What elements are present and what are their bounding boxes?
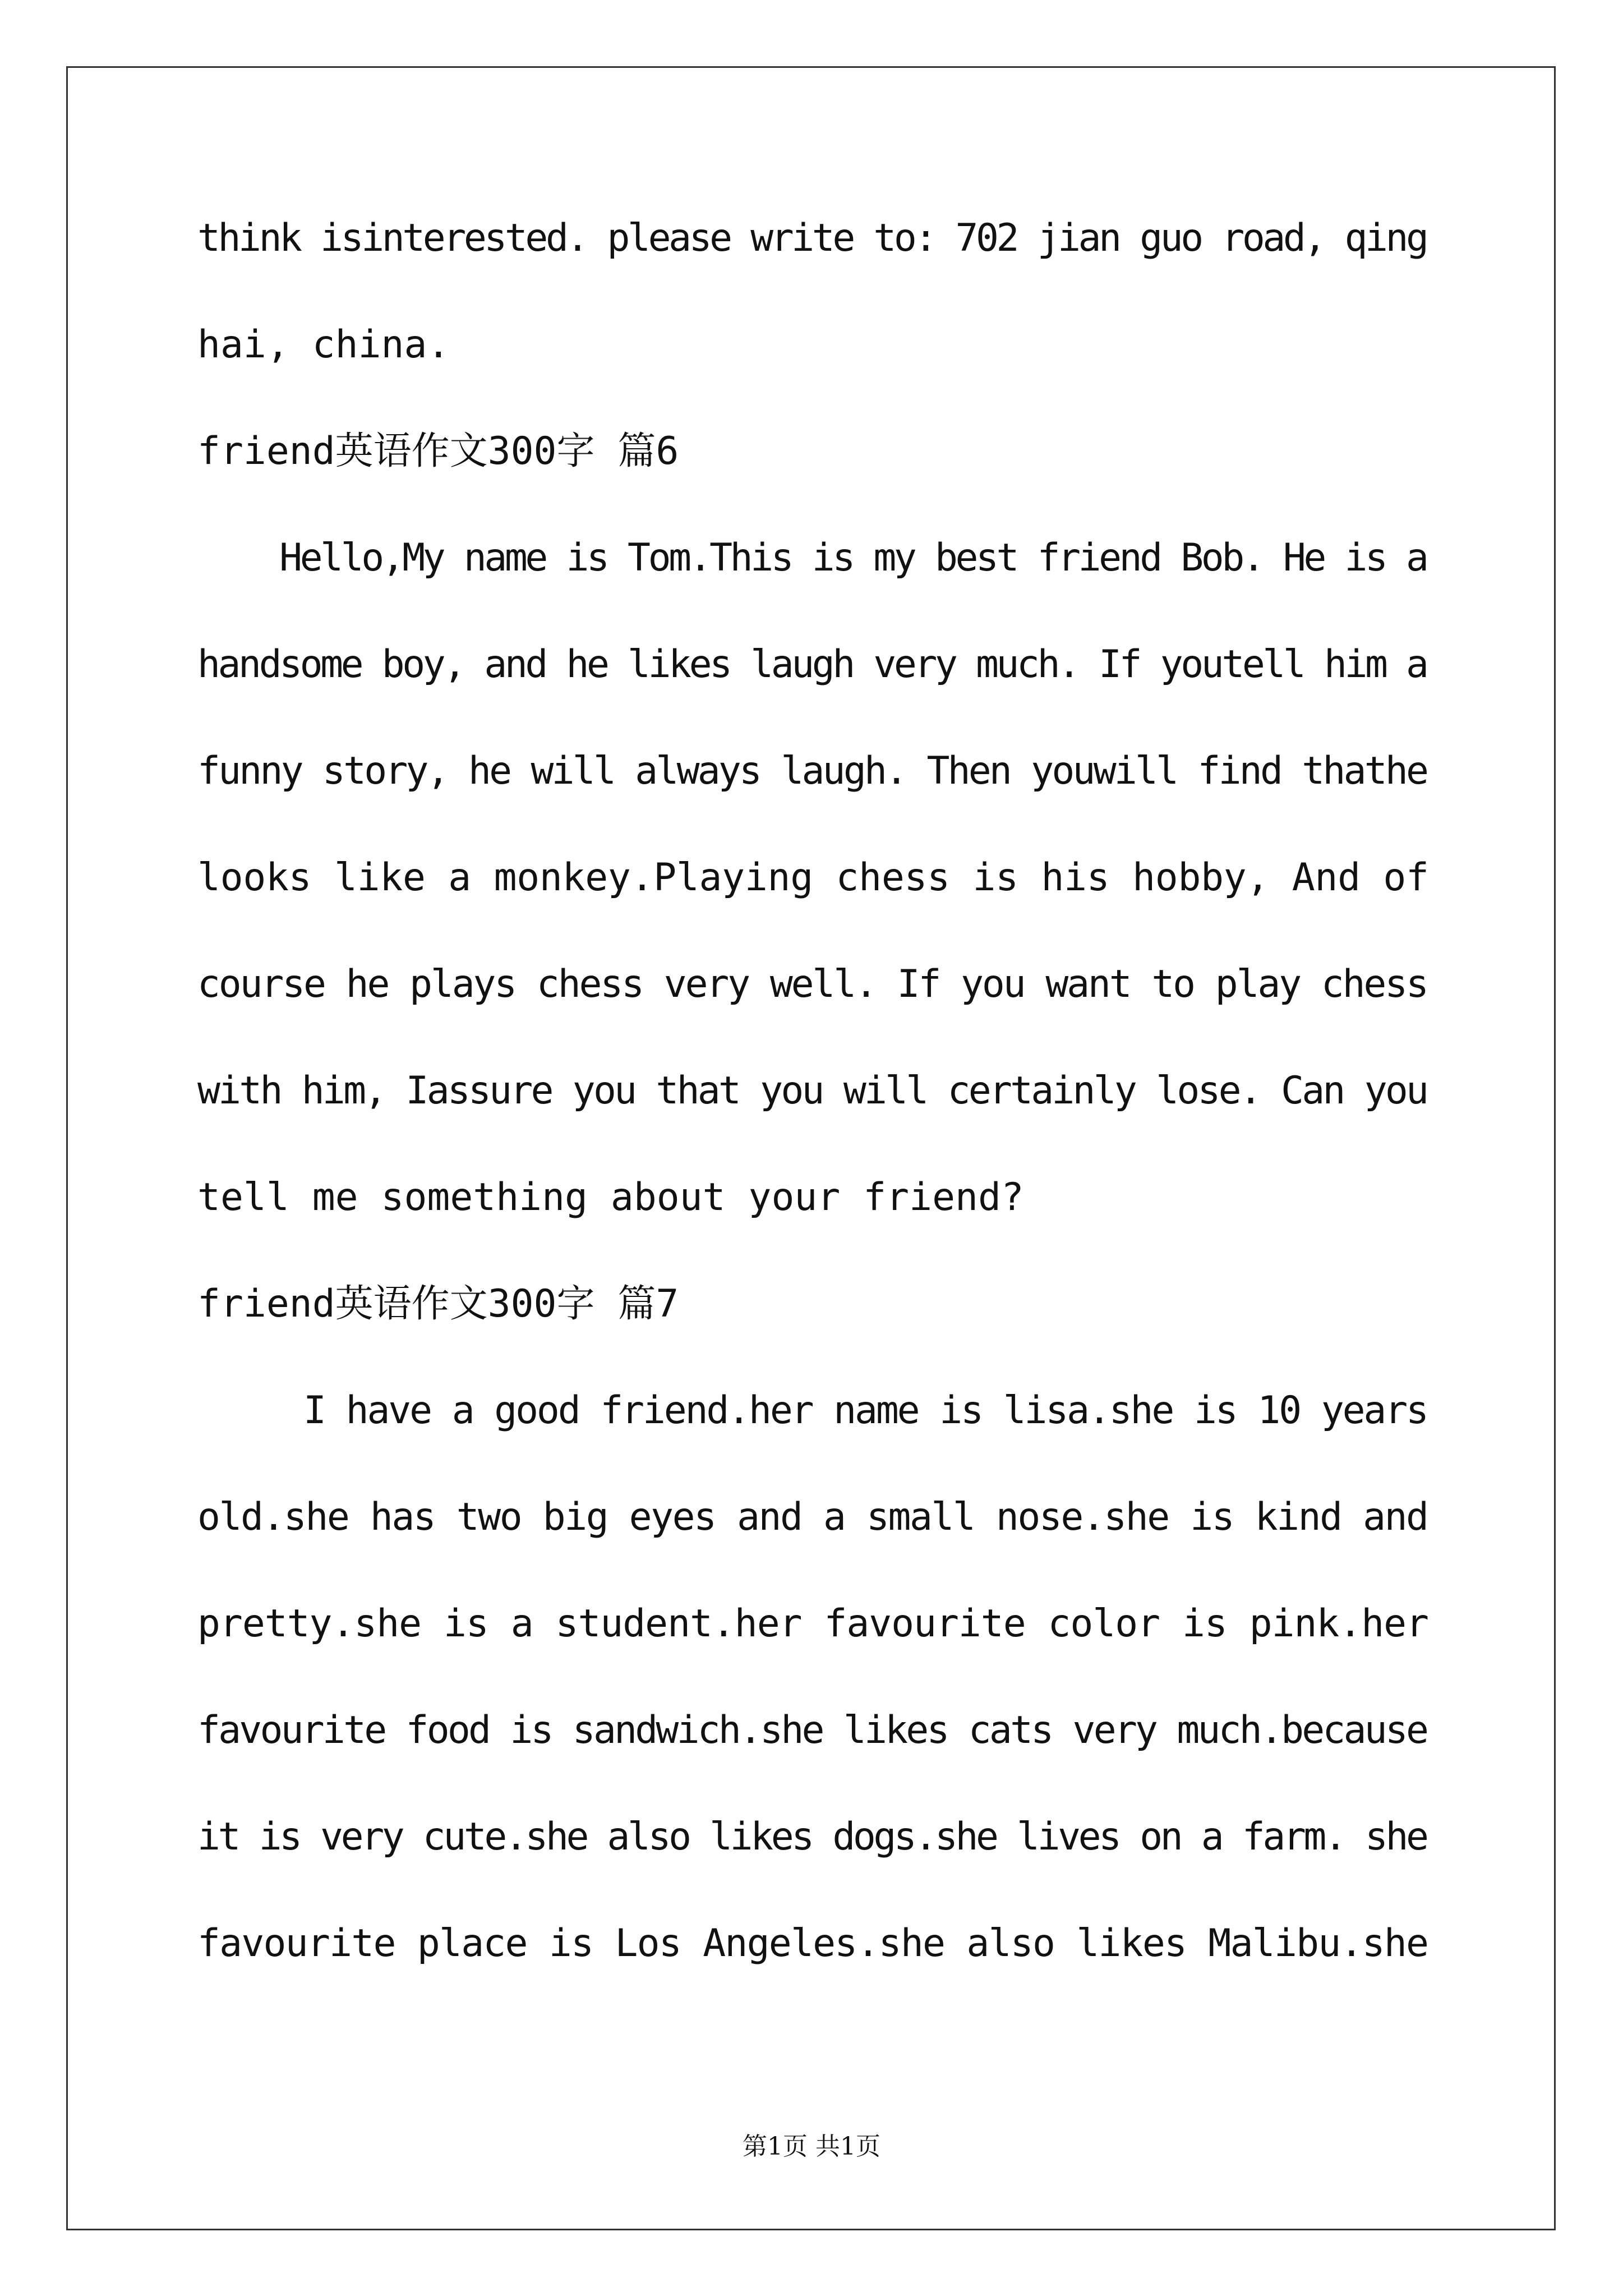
- text-line: Hello,My name is Tom.This is my best friend Bob. He is a: [197, 536, 1427, 580]
- section-heading: friend英语作文300字 篇6: [197, 429, 679, 473]
- text-line: I have a good friend.her name is lisa.she is 10 years: [197, 1388, 1427, 1433]
- text-line: favourite food is sandwich.she likes cats very much.because: [197, 1708, 1427, 1752]
- page-border: [66, 66, 1556, 2230]
- section-heading: friend英语作文300字 篇7: [197, 1282, 679, 1326]
- text-line: hai, china.: [197, 323, 450, 367]
- text-line: favourite place is Los Angeles.she also likes Malibu.she: [197, 1921, 1428, 1966]
- text-line: handsome boy, and he likes laugh very much. If youtell him a: [197, 642, 1427, 687]
- text-line: it is very cute.she also likes dogs.she lives on a farm. she: [197, 1815, 1427, 1859]
- page-footer: 第1页 共1页: [743, 2132, 880, 2161]
- text-line: tell me something about your friend?: [197, 1175, 1024, 1220]
- text-line: funny story, he will always laugh. Then youwill find thathe: [197, 749, 1427, 793]
- text-line: with him, Iassure you that you will certainly lose. Can you: [197, 1069, 1427, 1113]
- text-line: course he plays chess very well. If you want to play chess: [197, 962, 1427, 1006]
- text-line: pretty.she is a student.her favourite color is pink.her: [197, 1602, 1428, 1646]
- text-line: think isinterested. please write to: 702 jian guo road, qing: [197, 216, 1427, 260]
- text-line: old.she has two big eyes and a small nose.she is kind and: [197, 1495, 1428, 1539]
- text-line: looks like a monkey.Playing chess is his hobby, And of: [197, 855, 1429, 900]
